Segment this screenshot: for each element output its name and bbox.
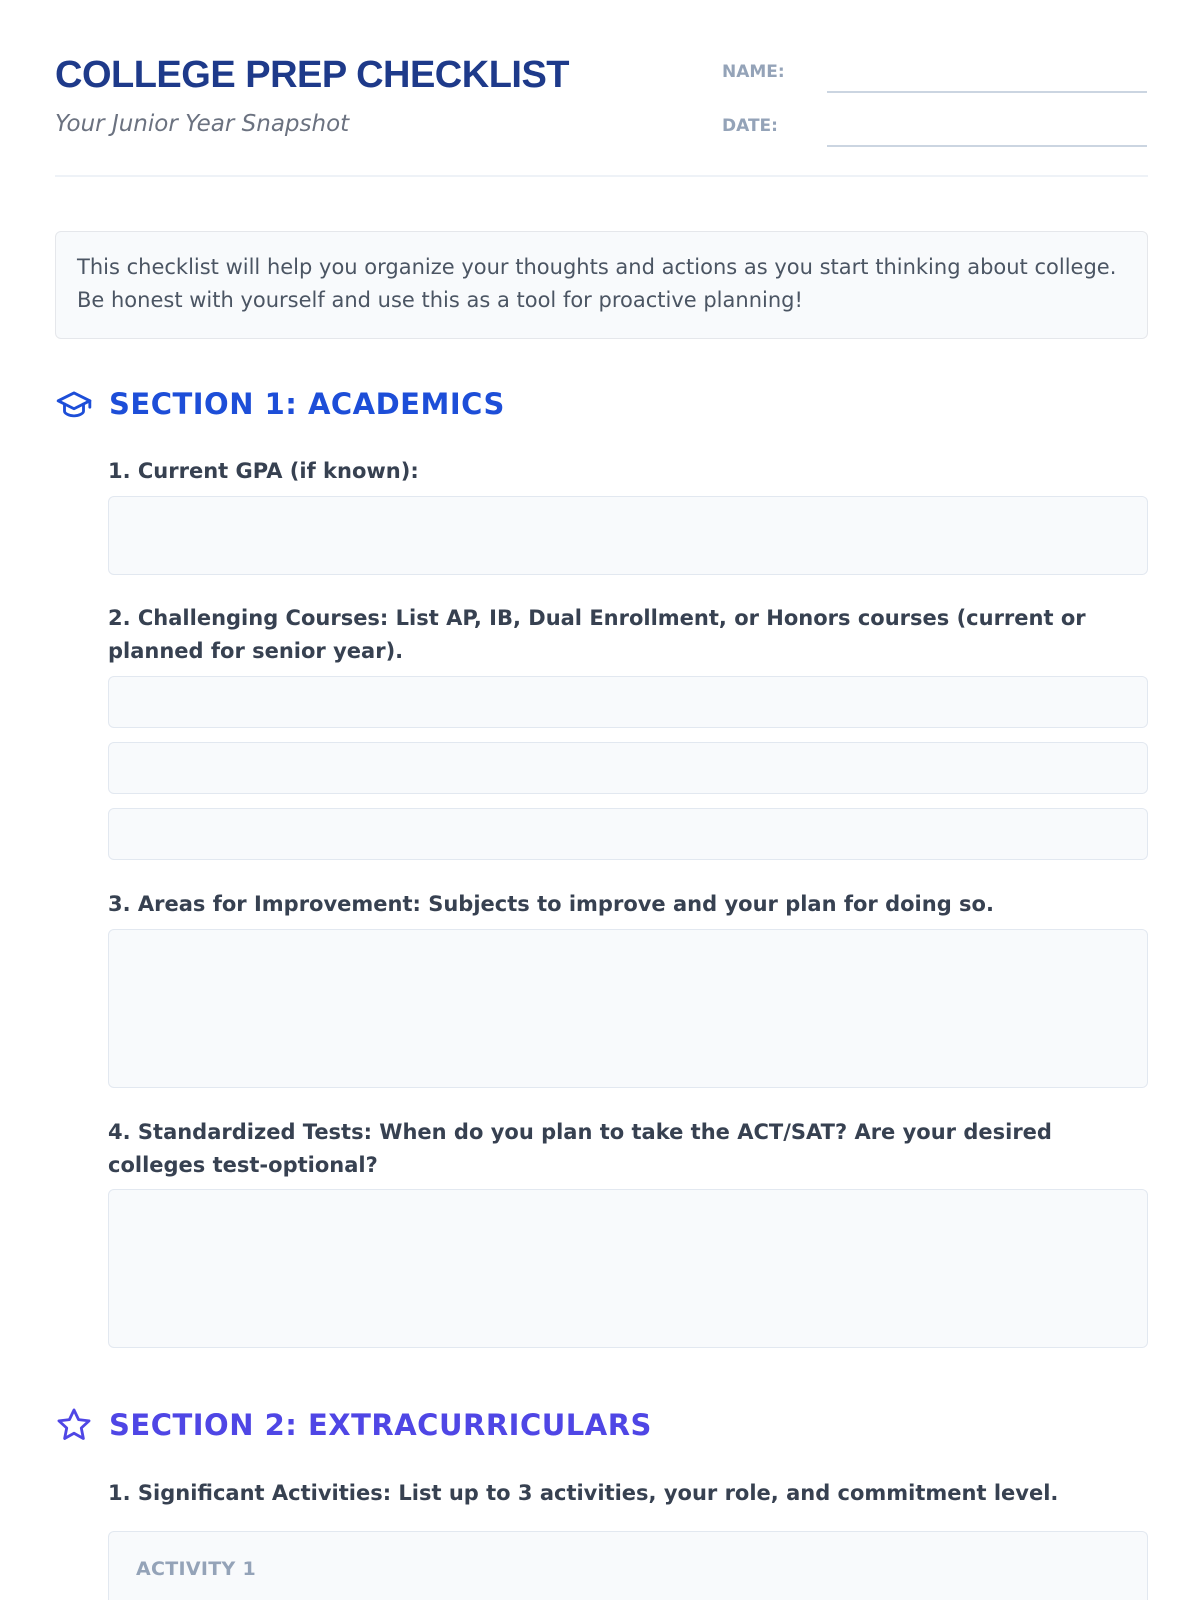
page-title: COLLEGE PREP CHECKLIST: [55, 54, 570, 96]
name-field[interactable]: [827, 91, 1147, 93]
gpa-answer-field[interactable]: [108, 496, 1148, 575]
improvement-answer-field[interactable]: [108, 929, 1148, 1088]
question-gpa: 1. Current GPA (if known):: [108, 459, 419, 483]
page-subtitle: Your Junior Year Snapshot: [55, 111, 350, 137]
name-label: NAME:: [722, 62, 785, 82]
intro-box: This checklist will help you organize your thoughts and actions as you start thinking about college. Be honest with yourself and use this as a tool for proactive planning!: [55, 231, 1148, 339]
date-label: DATE:: [722, 116, 778, 136]
section-1-title: SECTION 1: ACADEMICS: [109, 387, 505, 421]
section-2-header: [55, 1406, 652, 1444]
question-standardized-tests: 4. Standardized Tests: When do you plan to take the ACT/SAT? Are your desired colleges test-optional?: [108, 1120, 1052, 1177]
course-answer-field-1[interactable]: [108, 676, 1148, 728]
section-1-header: [55, 385, 505, 423]
section-2-title: SECTION 2: EXTRACURRICULARS: [109, 1408, 652, 1442]
course-answer-field-2[interactable]: [108, 742, 1148, 794]
graduation-cap-icon: [55, 385, 93, 423]
question-areas-improvement: 3. Areas for Improvement: Subjects to improve and your plan for doing so.: [108, 892, 994, 916]
star-icon: [55, 1406, 93, 1444]
activity-1-box[interactable]: [108, 1531, 1148, 1600]
date-field[interactable]: [827, 145, 1147, 147]
question-challenging-courses: 2. Challenging Courses: List AP, IB, Dual Enrollment, or Honors courses (current or planned for senior year).: [108, 606, 1086, 663]
activity-1-label: ACTIVITY 1: [136, 1558, 257, 1580]
question-significant-activities: 1. Significant Activities: List up to 3 activities, your role, and commitment level.: [108, 1481, 1059, 1505]
tests-answer-field[interactable]: [108, 1189, 1148, 1348]
header-divider: [55, 175, 1148, 177]
course-answer-field-3[interactable]: [108, 808, 1148, 860]
